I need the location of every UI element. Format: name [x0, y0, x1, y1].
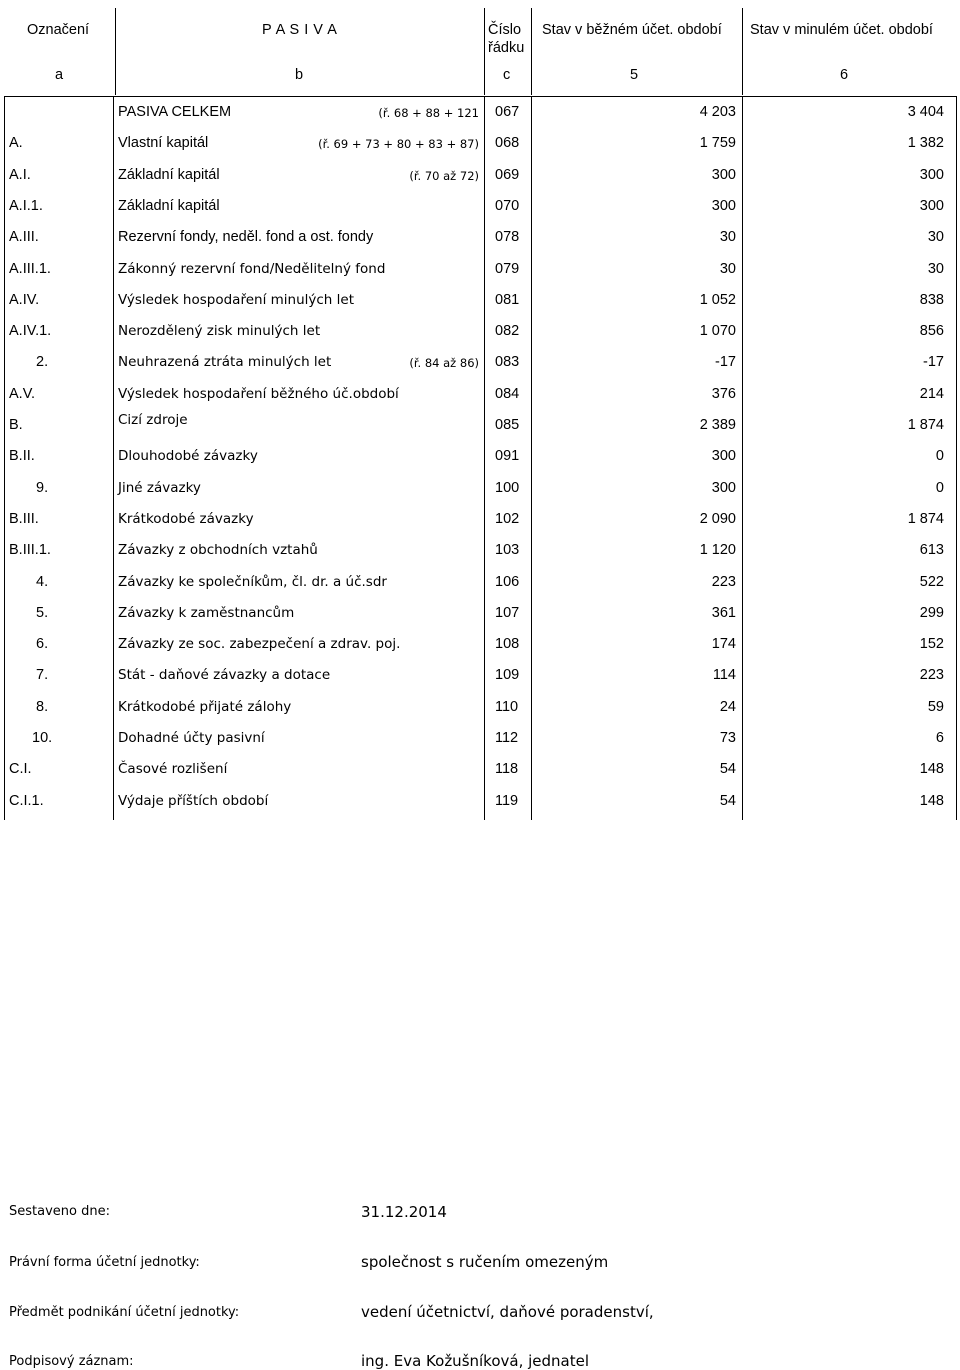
- row-previous-value: 148: [919, 761, 944, 777]
- row-code: 5.: [36, 605, 49, 621]
- header-cislo: Číslo: [488, 22, 522, 38]
- row-current-value: 73: [719, 730, 736, 746]
- row-code: A.III.: [9, 229, 39, 245]
- row-line-number: 081: [495, 292, 520, 308]
- row-label: Základní kapitál: [118, 198, 220, 214]
- row-previous-value: 59: [927, 699, 944, 715]
- row-label: Krátkodobé přijaté zálohy: [118, 699, 292, 715]
- row-note: (ř. 70 až 72): [409, 169, 479, 183]
- row-line-number: 067: [495, 104, 520, 120]
- row-line-number: 070: [495, 198, 520, 214]
- row-current-value: 30: [719, 229, 736, 245]
- row-line-number: 085: [495, 417, 520, 433]
- row-code: 7.: [36, 667, 49, 683]
- row-current-value: 300: [711, 198, 736, 214]
- row-line-number: 109: [495, 667, 520, 683]
- header-stav-bezne: Stav v běžném účet. období: [542, 22, 722, 38]
- row-line-number: 112: [495, 730, 519, 746]
- sestaveno-value: 31.12.2014: [361, 1203, 447, 1221]
- grid-line: [4, 96, 957, 97]
- row-code: A.III.1.: [9, 261, 51, 277]
- row-line-number: 118: [495, 761, 519, 777]
- row-current-value: 24: [719, 699, 736, 715]
- header-sub-a: a: [55, 67, 64, 83]
- row-previous-value: -17: [923, 354, 944, 370]
- row-label: Stát - daňové závazky a dotace: [118, 667, 331, 683]
- row-code: 8.: [36, 699, 49, 715]
- row-line-number: 083: [495, 354, 520, 370]
- predmet-value: vedení účetnictví, daňové poradenství,: [361, 1303, 654, 1321]
- header-radku: řádku: [488, 40, 525, 56]
- row-label: Neuhrazená ztráta minulých let: [118, 354, 332, 370]
- row-current-value: 30: [719, 261, 736, 277]
- row-code: A.I.: [9, 167, 31, 183]
- row-previous-value: 300: [919, 198, 944, 214]
- grid-line: [113, 96, 114, 820]
- row-current-value: 174: [711, 636, 736, 652]
- row-current-value: 1 070: [699, 323, 736, 339]
- grid-line: [742, 96, 743, 820]
- row-line-number: 107: [495, 605, 520, 621]
- row-current-value: 361: [711, 605, 736, 621]
- row-label: Výsledek hospodaření běžného úč.období: [118, 386, 399, 402]
- row-line-number: 102: [495, 511, 520, 527]
- row-previous-value: 613: [919, 542, 944, 558]
- row-code: 4.: [36, 574, 49, 590]
- row-code: B.III.: [9, 511, 39, 527]
- row-label: Rezervní fondy, neděl. fond a ost. fondy: [118, 229, 374, 245]
- row-current-value: 114: [712, 667, 736, 683]
- row-previous-value: 299: [919, 605, 944, 621]
- row-code: A.IV.1.: [9, 323, 52, 339]
- row-line-number: 069: [495, 167, 520, 183]
- row-current-value: 223: [711, 574, 736, 590]
- row-current-value: 300: [711, 167, 736, 183]
- row-code: B.II.: [9, 448, 35, 464]
- row-previous-value: 148: [919, 793, 944, 809]
- pravni-forma-value: společnost s ručením omezeným: [361, 1253, 609, 1271]
- row-line-number: 119: [495, 793, 519, 809]
- row-label: Dlouhodobé závazky: [118, 448, 258, 464]
- row-previous-value: 152: [919, 636, 944, 652]
- grid-line: [956, 96, 957, 820]
- row-note: (ř. 69 + 73 + 80 + 83 + 87): [318, 137, 479, 151]
- row-line-number: 068: [495, 135, 520, 151]
- row-code: A.V.: [9, 386, 36, 402]
- row-line-number: 082: [495, 323, 520, 339]
- header-sub-b: b: [295, 67, 304, 83]
- grid-line: [742, 8, 743, 95]
- row-label: Výsledek hospodaření minulých let: [118, 292, 354, 308]
- row-line-number: 110: [495, 699, 519, 715]
- row-previous-value: 838: [919, 292, 944, 308]
- row-label: Krátkodobé závazky: [118, 511, 254, 527]
- row-line-number: 103: [495, 542, 520, 558]
- row-label: Jiné závazky: [118, 480, 201, 496]
- grid-line: [4, 96, 5, 820]
- row-previous-value: 1 382: [907, 135, 944, 151]
- podpis-value: ing. Eva Kožušníková, jednatel: [361, 1352, 590, 1370]
- row-current-value: 54: [719, 761, 736, 777]
- row-label: Dohadné účty pasivní: [118, 730, 265, 746]
- row-current-value: -17: [715, 354, 736, 370]
- row-code: C.I.: [9, 761, 32, 777]
- row-code: B.III.1.: [9, 542, 51, 558]
- pravni-forma-label: Právní forma účetní jednotky:: [9, 1255, 200, 1270]
- row-line-number: 100: [495, 480, 520, 496]
- header-pasiva: P A S I V A: [262, 22, 338, 38]
- header-sub-6: 6: [840, 67, 849, 83]
- header-stav-minule: Stav v minulém účet. období: [750, 22, 933, 38]
- row-line-number: 108: [495, 636, 520, 652]
- row-previous-value: 3 404: [907, 104, 944, 120]
- row-previous-value: 856: [919, 323, 944, 339]
- row-code: A.IV.: [9, 292, 40, 308]
- row-label: Cizí zdroje: [118, 412, 188, 428]
- row-code: 10.: [32, 730, 53, 746]
- row-label: Závazky k zaměstnancům: [118, 605, 295, 621]
- header-oznaceni: Označení: [27, 22, 90, 38]
- header-sub-5: 5: [630, 67, 639, 83]
- grid-line: [115, 8, 116, 95]
- predmet-label: Předmět podnikání účetní jednotky:: [9, 1305, 240, 1320]
- row-current-value: 376: [711, 386, 736, 402]
- row-label: Závazky ke společníkům, čl. dr. a úč.sdr: [118, 574, 387, 590]
- row-label: Závazky z obchodních vztahů: [118, 542, 318, 558]
- row-current-value: 300: [711, 480, 736, 496]
- row-previous-value: 30: [927, 229, 944, 245]
- row-line-number: 091: [495, 448, 520, 464]
- row-previous-value: 522: [919, 574, 944, 590]
- row-previous-value: 0: [935, 480, 944, 496]
- row-line-number: 079: [495, 261, 520, 277]
- row-previous-value: 30: [927, 261, 944, 277]
- row-label: PASIVA CELKEM: [118, 104, 232, 120]
- row-code: C.I.1.: [9, 793, 44, 809]
- row-current-value: 4 203: [699, 104, 736, 120]
- row-code: A.: [9, 135, 23, 151]
- row-line-number: 078: [495, 229, 520, 245]
- row-current-value: 1 052: [699, 292, 736, 308]
- row-previous-value: 300: [919, 167, 944, 183]
- podpis-label: Podpisový záznam:: [9, 1354, 134, 1369]
- grid-line: [531, 8, 532, 95]
- row-current-value: 1 120: [699, 542, 736, 558]
- row-previous-value: 1 874: [907, 511, 944, 527]
- row-label: Vlastní kapitál: [118, 135, 209, 151]
- row-label: Nerozdělený zisk minulých let: [118, 323, 321, 339]
- grid-line: [484, 96, 485, 820]
- row-label: Základní kapitál: [118, 167, 220, 183]
- grid-line: [531, 96, 532, 820]
- row-code: B.: [9, 417, 23, 433]
- row-code: A.I.1.: [9, 198, 43, 214]
- row-previous-value: 223: [919, 667, 944, 683]
- row-line-number: 106: [495, 574, 520, 590]
- row-code: 2.: [36, 354, 49, 370]
- row-code: 6.: [36, 636, 49, 652]
- row-label: Výdaje příštích období: [118, 793, 269, 809]
- row-label: Závazky ze soc. zabezpečení a zdrav. poj.: [118, 636, 401, 652]
- row-current-value: 300: [711, 448, 736, 464]
- row-label: Zákonný rezervní fond/Nedělitelný fond: [118, 261, 386, 277]
- row-previous-value: 214: [919, 386, 944, 402]
- row-current-value: 1 759: [699, 135, 736, 151]
- row-previous-value: 0: [935, 448, 944, 464]
- row-code: 9.: [36, 480, 49, 496]
- row-note: (ř. 84 až 86): [409, 356, 479, 370]
- row-previous-value: 6: [935, 730, 944, 746]
- row-line-number: 084: [495, 386, 520, 402]
- row-previous-value: 1 874: [907, 417, 944, 433]
- row-label: Časové rozlišení: [118, 761, 228, 777]
- row-current-value: 54: [719, 793, 736, 809]
- sestaveno-label: Sestaveno dne:: [9, 1204, 110, 1219]
- row-note: (ř. 68 + 88 + 121: [378, 106, 479, 120]
- row-current-value: 2 090: [699, 511, 736, 527]
- header-sub-c: c: [503, 67, 511, 83]
- row-current-value: 2 389: [699, 417, 736, 433]
- grid-line: [484, 8, 485, 95]
